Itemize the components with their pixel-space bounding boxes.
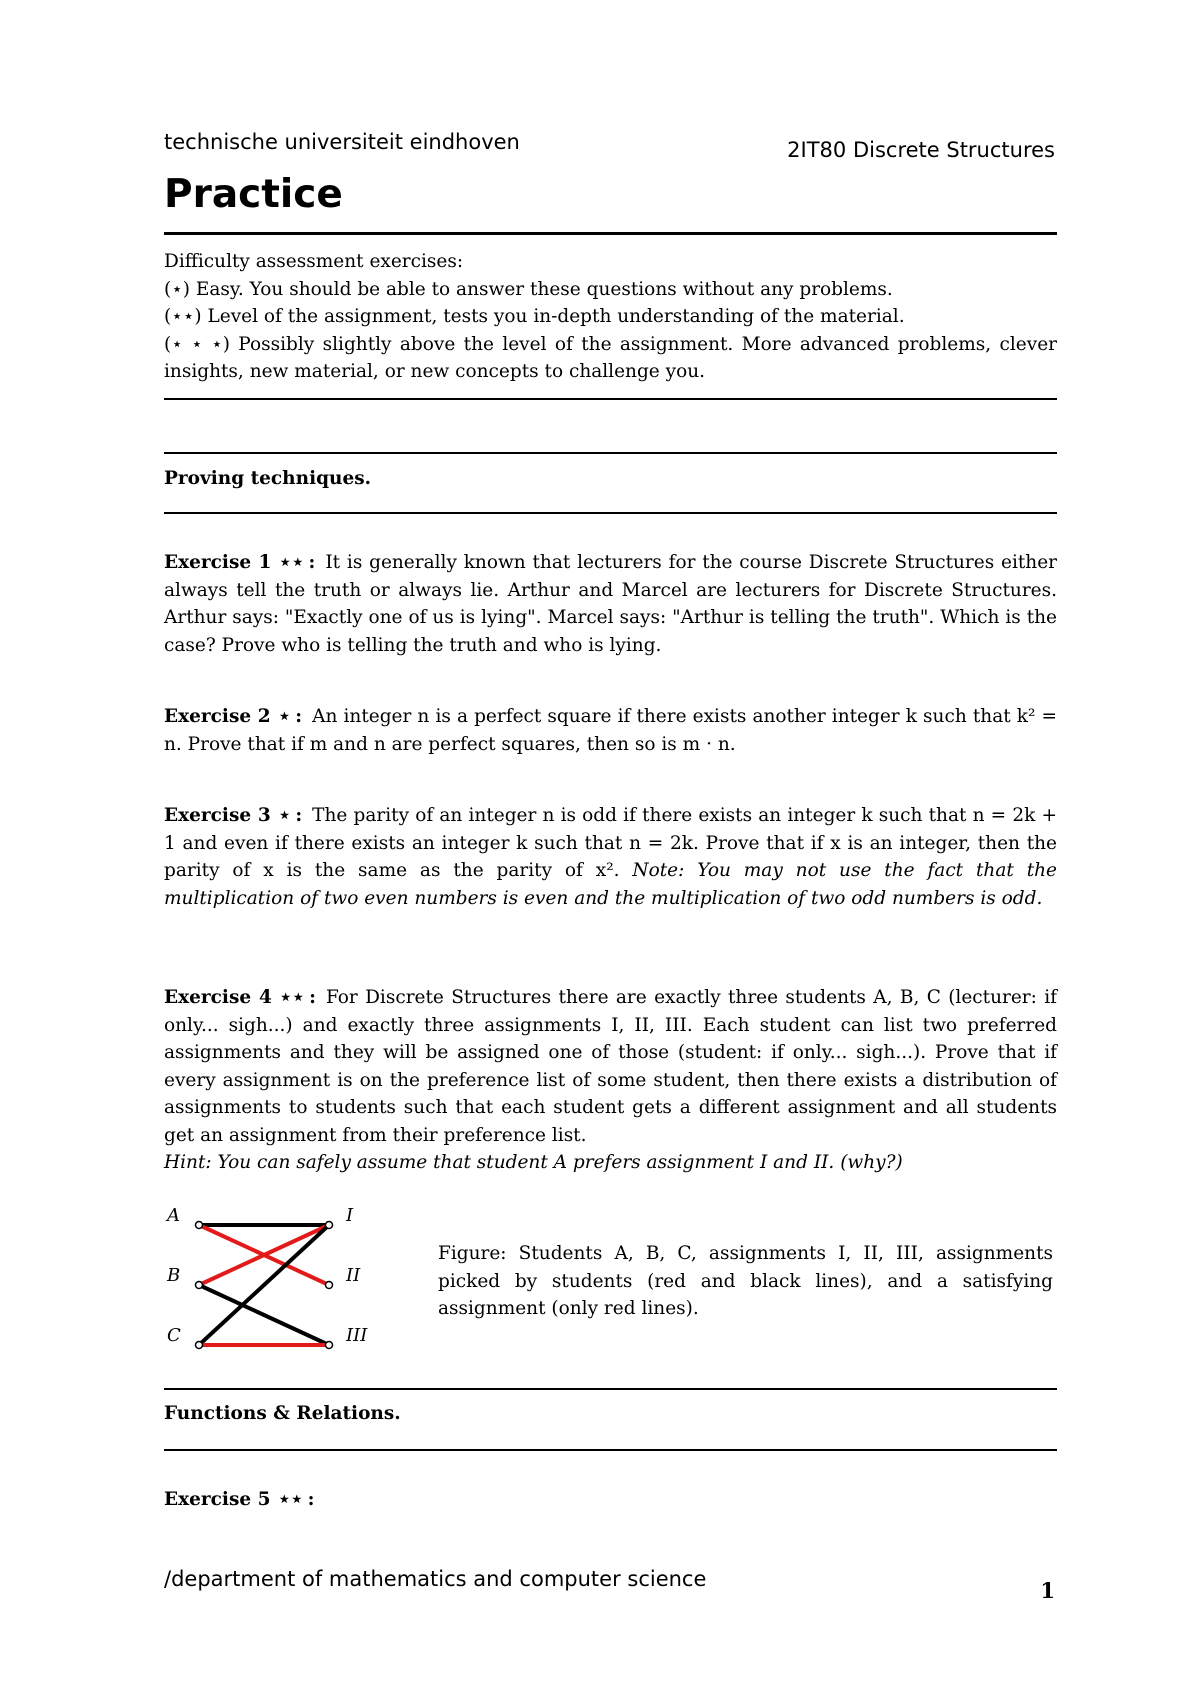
section-divider bbox=[164, 1388, 1057, 1390]
difficulty-stars: ⋆⋆ bbox=[279, 552, 305, 573]
assignment-node bbox=[326, 1222, 333, 1229]
student-node bbox=[196, 1282, 203, 1289]
student-node bbox=[196, 1222, 203, 1229]
assignment-label: I bbox=[346, 1205, 354, 1226]
section-heading-proving: Proving techniques. bbox=[164, 468, 372, 489]
exercise-text: It is generally known that lecturers for the course Discrete Structures either always tell the truth or always lie. Arthur and Marcel are lecturers for Discrete Structures. Arthur says: "Exactly one of us is lying". Marcel says: "Arthur is telling the truth". Which is the case? Prove who is telling the truth and who is lying. bbox=[164, 552, 1057, 656]
figure-edges bbox=[199, 1225, 329, 1345]
section-divider bbox=[164, 452, 1057, 454]
exercise-text: An integer n is a perfect square if there exists another integer k such that k² = n. Prove that if m and n are perfect squares, then so is m · n. bbox=[164, 706, 1057, 755]
exercise-hint: Hint: You can safely assume that student A prefers assignment I and II. (why?) bbox=[164, 1152, 903, 1173]
student-node bbox=[196, 1342, 203, 1349]
assignment-label: III bbox=[346, 1325, 368, 1346]
assignment-node bbox=[326, 1282, 333, 1289]
assignment-node bbox=[326, 1342, 333, 1349]
page-number: 1 bbox=[1040, 1578, 1055, 1603]
difficulty-stars: ⋆ bbox=[278, 706, 292, 727]
student-label: A bbox=[167, 1205, 180, 1226]
difficulty-stars: ⋆ bbox=[278, 805, 292, 826]
exercise-title: Exercise 4 bbox=[164, 987, 272, 1008]
page-title: Practice bbox=[164, 172, 343, 217]
exercise-text: The parity of an integer n is odd if there exists an integer k such that n = 2k + 1 and even if there exists an integer k such that n = 2k. Prove that if x is an integer, then the parity of x is the same as the parity of x². bbox=[164, 805, 1057, 881]
course-name: 2IT80 Discrete Structures bbox=[787, 138, 1055, 162]
title-divider bbox=[164, 232, 1057, 235]
page-header bbox=[164, 130, 1057, 160]
difficulty-stars: ⋆⋆ bbox=[278, 1489, 304, 1510]
section-divider bbox=[164, 398, 1057, 400]
difficulty-stars: ⋆⋆ bbox=[279, 987, 306, 1008]
legend-line: (⋆ ⋆ ⋆) Possibly slightly above the level of the assignment. More advanced problems, clever insights, new material, or new concepts to challenge you. bbox=[164, 333, 1057, 382]
edge-b-iii bbox=[199, 1285, 329, 1345]
institution-name: technische universiteit eindhoven bbox=[164, 130, 520, 154]
department-footer: /department of mathematics and computer science bbox=[164, 1567, 707, 1591]
exercise-4: Exercise 4 ⋆⋆ : For Discrete Structures there are exactly three students A, B, C (lecturer: if only... sigh...) and exactly three assignments I, II, III. Each student can list two preferred assignments and they will be assigned one of those (student: if only... sigh...). Prove that if every assignment is on the preference list of some student, then there exists a distribution of assignments to students such that each student gets a different assignment and all students get an assignment from their preference list. Hint: You can safely assume that student A prefers assignment I and II. (why?) bbox=[164, 984, 1057, 1177]
assignment-label: II bbox=[346, 1265, 361, 1286]
section-divider bbox=[164, 512, 1057, 514]
legend-line: (⋆) Easy. You should be able to answer these questions without any problems. bbox=[164, 278, 893, 300]
figure-caption: Figure: Students A, B, C, assignments I, II, III, assignments picked by students (red and black lines), and a satisfying assignment (only red lines). bbox=[438, 1243, 1053, 1319]
bipartite-figure bbox=[164, 1200, 424, 1370]
difficulty-legend bbox=[164, 248, 1057, 386]
exercise-title: Exercise 2 bbox=[164, 706, 271, 727]
edge-c-i bbox=[199, 1225, 329, 1345]
exercise-3: Exercise 3 ⋆ : The parity of an integer n is odd if there exists an integer k such that n = 2k + 1 and even if there exists an integer k such that n = 2k. Prove that if x is an integer, then the parity of x is the same as the parity of x². Note: You may not use the fact that the multiplication of two even numbers is even and the multiplication of two odd numbers is odd. bbox=[164, 805, 1057, 909]
student-label: B bbox=[167, 1265, 181, 1286]
legend-line: (⋆⋆) Level of the assignment, tests you in-depth understanding of the material. bbox=[164, 306, 905, 327]
exercise-note: Note: You may not use the fact that the multiplication of two even numbers is even and the multiplication of two odd numbers is odd. bbox=[164, 860, 1057, 909]
section-heading-functions: Functions & Relations. bbox=[164, 1403, 401, 1424]
exercise-title: Exercise 1 bbox=[164, 552, 272, 573]
exercise-text: For Discrete Structures there are exactly three students A, B, C (lecturer: if only... sigh...) and exactly three assignments I, II, III. Each student can list two preferred assignments and they will be assigned one of those (student: if only... sigh...). Prove that if every assignment is on the preference list of some student, then there exists a distribution of assignments to students such that each student gets a different assignment and all students get an assignment from their preference list. bbox=[164, 987, 1057, 1146]
legend-line: Difficulty assessment exercises: bbox=[164, 251, 464, 272]
exercise-1: Exercise 1 ⋆⋆ : It is generally known that lecturers for the course Discrete Structures either always tell the truth or always lie. Arthur and Marcel are lecturers for Discrete Structures. Arthur says: "Exactly one of us is lying". Marcel says: "Arthur is telling the truth". Which is the case? Prove who is telling the truth and who is lying. bbox=[164, 552, 1057, 656]
exercise-2: Exercise 2 ⋆ : An integer n is a perfect square if there exists another integer k such that k² = n. Prove that if m and n are perfect squares, then so is m · n. bbox=[164, 706, 1057, 755]
section-divider bbox=[164, 1449, 1057, 1451]
exercise-5: Exercise 5 ⋆⋆ : bbox=[164, 1489, 315, 1510]
student-label: C bbox=[167, 1325, 181, 1346]
exercise-title: Exercise 5 bbox=[164, 1489, 271, 1510]
exercise-title: Exercise 3 bbox=[164, 805, 271, 826]
